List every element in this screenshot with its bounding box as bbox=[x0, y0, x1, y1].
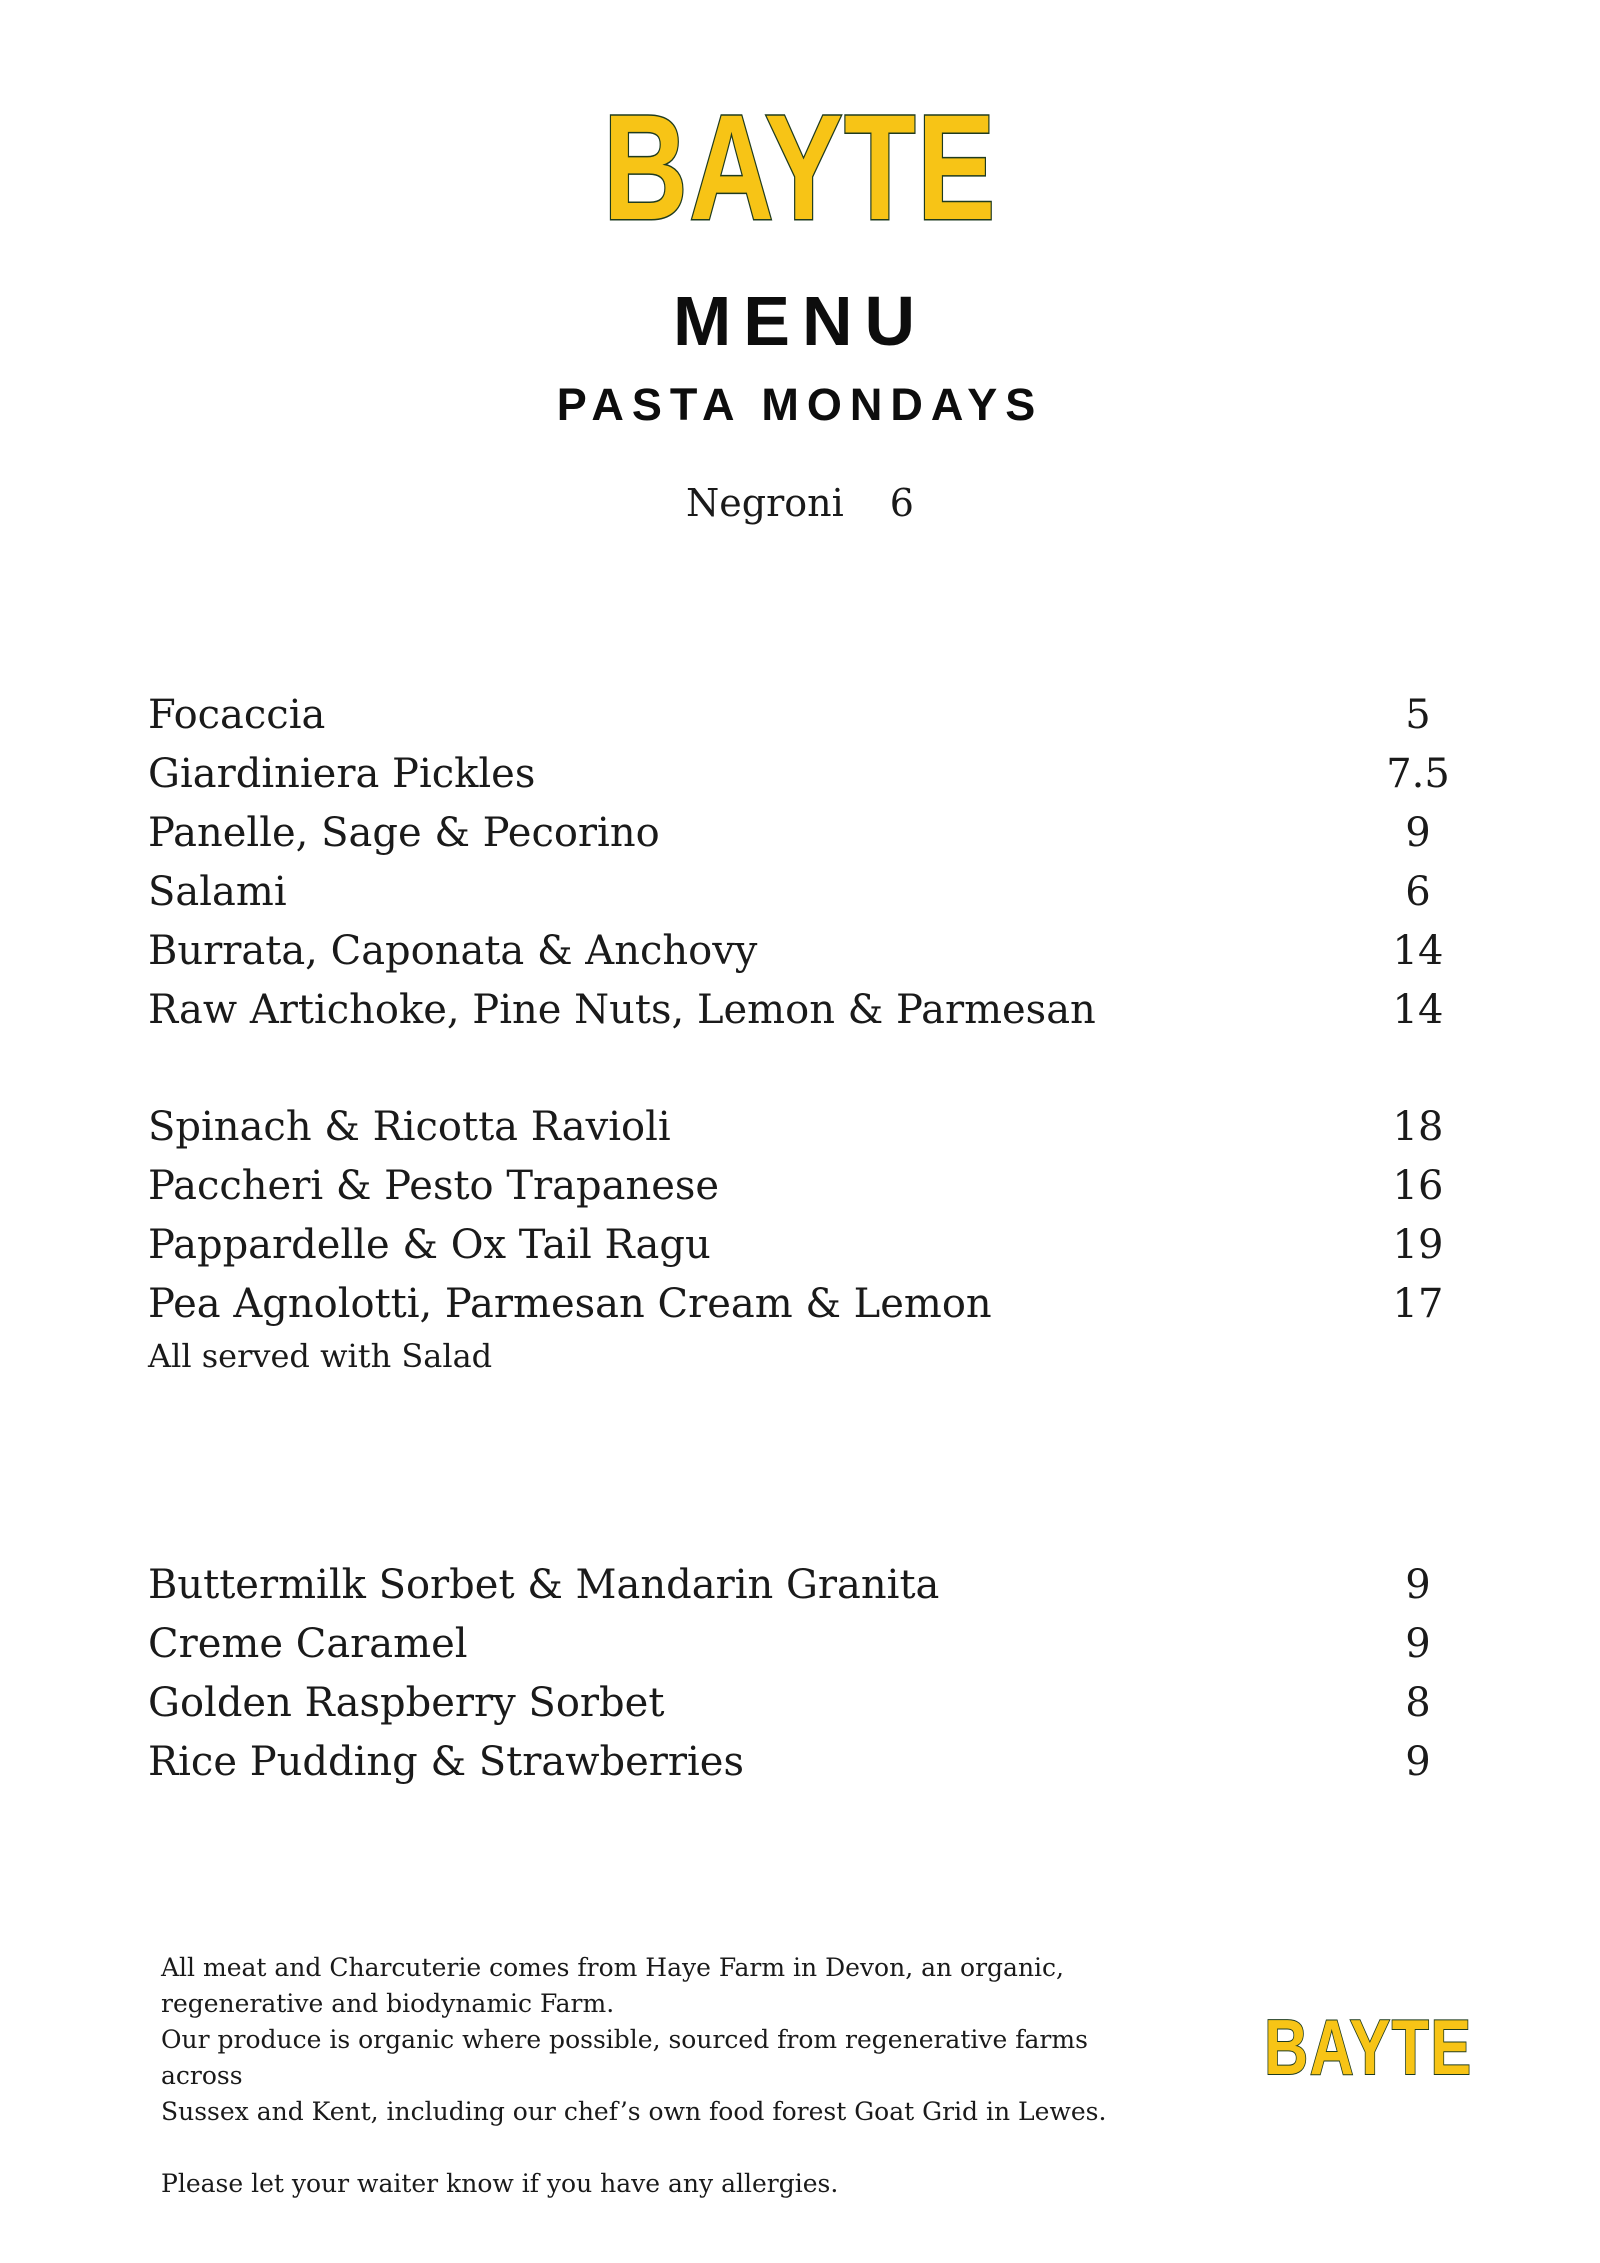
pasta-section bbox=[148, 1098, 1468, 1378]
bayte-logo-small: BAYTE bbox=[1264, 2003, 1473, 2091]
item-price: 8 bbox=[1405, 1680, 1431, 1726]
item-price: 9 bbox=[1405, 1739, 1431, 1785]
item-price: 9 bbox=[1405, 1562, 1431, 1608]
item-name: Salami bbox=[148, 869, 287, 915]
item-price: 17 bbox=[1392, 1281, 1444, 1327]
item-name: Spinach & Ricotta Ravioli bbox=[148, 1104, 671, 1150]
drink-price: 6 bbox=[889, 481, 914, 525]
menu-item bbox=[148, 1674, 1468, 1733]
page-title: MENU bbox=[672, 282, 928, 360]
item-name: Pappardelle & Ox Tail Ragu bbox=[148, 1222, 711, 1268]
menu-item bbox=[148, 1556, 1468, 1615]
menu-item bbox=[148, 745, 1468, 804]
item-price: 9 bbox=[1405, 1621, 1431, 1667]
starters-section bbox=[148, 686, 1468, 1040]
allergy-notice: Please let your waiter know if you have any allergies. bbox=[161, 2169, 839, 2198]
item-price: 5 bbox=[1405, 692, 1431, 738]
page-subtitle: PASTA MONDAYS bbox=[556, 379, 1044, 430]
item-name: Raw Artichoke, Pine Nuts, Lemon & Parmesan bbox=[148, 987, 1096, 1033]
item-price: 9 bbox=[1405, 810, 1431, 856]
item-price: 16 bbox=[1392, 1163, 1444, 1209]
pasta-note: All served with Salad bbox=[148, 1337, 493, 1375]
item-price: 14 bbox=[1392, 928, 1444, 974]
produce-text: Sussex and Kent, including our chef’s own food forest Goat Grid in Lewes. bbox=[161, 2097, 1107, 2126]
sourcing-text: All meat and Charcuterie comes from Haye Farm in Devon, an organic, bbox=[161, 1953, 1064, 1982]
item-name: Focaccia bbox=[148, 692, 326, 738]
desserts-section bbox=[148, 1556, 1468, 1792]
item-name: Buttermilk Sorbet & Mandarin Granita bbox=[148, 1562, 940, 1608]
menu-item bbox=[148, 981, 1468, 1040]
item-name: Panelle, Sage & Pecorino bbox=[148, 810, 660, 856]
produce-text: Our produce is organic where possible, sourced from regenerative farms across bbox=[161, 2025, 1088, 2090]
drink-name: Negroni bbox=[686, 481, 844, 525]
menu-item bbox=[148, 922, 1468, 981]
menu-item bbox=[148, 1733, 1468, 1792]
menu-item bbox=[148, 1615, 1468, 1674]
item-name: Pea Agnolotti, Parmesan Cream & Lemon bbox=[148, 1281, 992, 1327]
item-name: Creme Caramel bbox=[148, 1621, 468, 1667]
menu-item bbox=[148, 1157, 1468, 1216]
item-price: 14 bbox=[1392, 987, 1444, 1033]
bayte-logo: BAYTE bbox=[603, 83, 997, 251]
item-price: 18 bbox=[1392, 1104, 1444, 1150]
menu-item bbox=[148, 863, 1468, 922]
menu-item bbox=[148, 804, 1468, 863]
menu-item bbox=[148, 1275, 1468, 1334]
item-name: Burrata, Caponata & Anchovy bbox=[148, 928, 758, 974]
item-name: Golden Raspberry Sorbet bbox=[148, 1680, 665, 1726]
item-price: 7.5 bbox=[1386, 751, 1450, 797]
footer-note bbox=[161, 1950, 1121, 2202]
item-name: Paccheri & Pesto Trapanese bbox=[148, 1163, 720, 1209]
menu-item bbox=[148, 1216, 1468, 1275]
drink-special bbox=[0, 481, 1600, 525]
sourcing-text: regenerative and biodynamic Farm. bbox=[161, 1989, 615, 2018]
item-name: Rice Pudding & Strawberries bbox=[148, 1739, 744, 1785]
item-price: 19 bbox=[1392, 1222, 1444, 1268]
item-price: 6 bbox=[1405, 869, 1431, 915]
item-name: Giardiniera Pickles bbox=[148, 751, 536, 797]
menu-item bbox=[148, 686, 1468, 745]
menu-item bbox=[148, 1098, 1468, 1157]
